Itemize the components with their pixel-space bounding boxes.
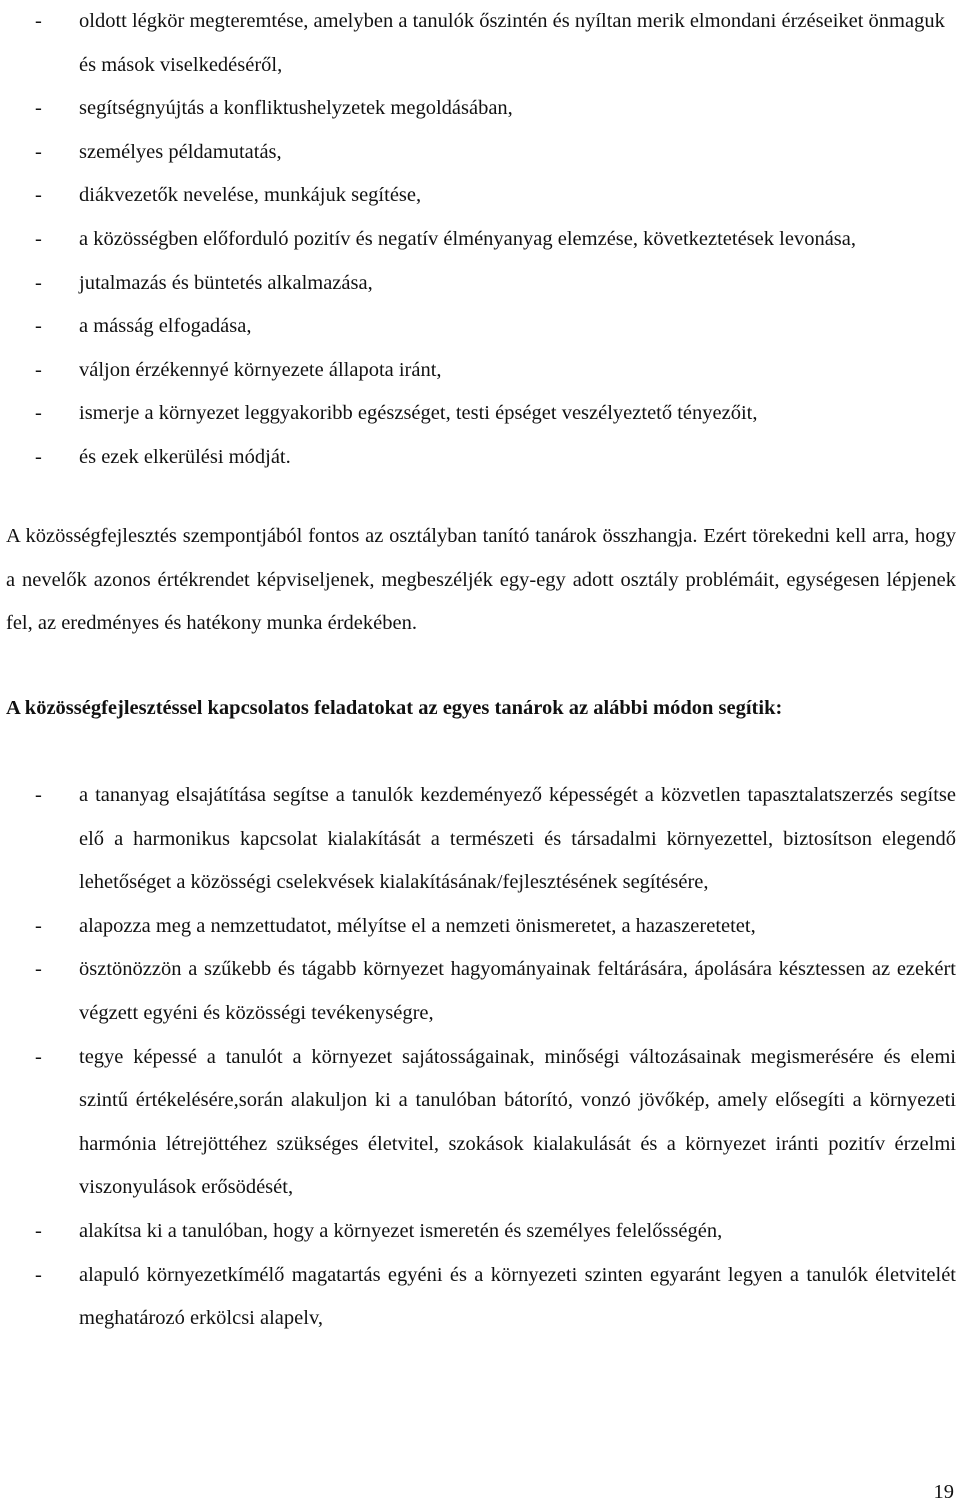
page-number: 19 bbox=[933, 1481, 954, 1503]
list-item-text: személyes példamutatás, bbox=[79, 140, 282, 163]
top-bullet-list bbox=[6, 0, 956, 480]
list-dash: - bbox=[35, 1045, 42, 1068]
list-item bbox=[6, 1254, 956, 1341]
list-item-text: a tananyag elsajátítása segítse a tanulók kezdeményező képességét a közvetlen tapasztalatszerzés segítse elő a harmonikus kapcsolat kialakítását a természeti és társadalmi környezettel, biztosítson elegendő lehetőséget a közösségi cselekvések kialakításának/fejlesztésének segítésére, bbox=[79, 784, 956, 894]
list-item bbox=[6, 349, 956, 393]
list-item bbox=[6, 87, 956, 131]
list-item bbox=[6, 905, 956, 949]
list-item-text: a másság elfogadása, bbox=[79, 315, 252, 338]
list-dash: - bbox=[35, 358, 42, 381]
list-item-text: ösztönözzön a szűkebb és tágabb környezet hagyományainak feltárására, ápolására késztessen az ezekért végzett egyéni és közösségi tevékenységre, bbox=[79, 958, 956, 1024]
list-item bbox=[6, 218, 956, 262]
body-paragraph: A közösségfejlesztés szempontjából fontos az osztályban tanító tanárok összhangja. Ezért törekedni kell arra, hogy a nevelők azonos értékrendet képviseljenek, megbeszéljék egy-egy adott osztály problémáit, egységesen lépjenek fel, az eredményes és hatékony munka érdekében. bbox=[6, 525, 956, 635]
list-dash: - bbox=[35, 10, 42, 32]
bottom-bullet-list bbox=[6, 774, 956, 1341]
list-item-text: jutalmazás és büntetés alkalmazása, bbox=[79, 271, 373, 294]
list-item-text: alakítsa ki a tanulóban, hogy a környezet ismeretén és személyes felelősségén, bbox=[79, 1219, 723, 1242]
list-item-text: váljon érzékennyé környezete állapota iránt, bbox=[79, 358, 442, 381]
list-dash: - bbox=[35, 784, 42, 806]
list-item-text: diákvezetők nevelése, munkájuk segítése, bbox=[79, 184, 422, 207]
list-item-text: segítségnyújtás a konfliktushelyzetek megoldásában, bbox=[79, 97, 513, 120]
list-dash: - bbox=[35, 1263, 42, 1286]
list-item bbox=[6, 774, 956, 905]
list-dash: - bbox=[35, 1219, 42, 1242]
list-dash: - bbox=[35, 445, 42, 468]
list-item bbox=[6, 392, 956, 436]
list-item-text: alapozza meg a nemzettudatot, mélyítse el a nemzeti önismeretet, a hazaszeretetet, bbox=[79, 914, 756, 937]
list-dash: - bbox=[35, 184, 42, 207]
list-dash: - bbox=[35, 914, 42, 937]
list-dash: - bbox=[35, 958, 42, 981]
list-dash: - bbox=[35, 402, 42, 425]
list-item-text: tegye képessé a tanulót a környezet sajátosságainak, minőségi változásainak megismerésére és elemi szintű értékelésére,során alakuljon ki a tanulóban bátorító, vonzó jövőkép, amely elősegíti a környezeti harmónia létrejöttéhez szükséges életvitel, szokások kialakulását és a környezet iránti pozitív érzelmi viszonyulások erősödését, bbox=[79, 1045, 956, 1199]
list-item-text: és ezek elkerülési módját. bbox=[79, 445, 291, 468]
list-item bbox=[6, 0, 956, 87]
list-item-text: a közösségben előforduló pozitív és negatív élményanyag elemzése, következtetések levonása, bbox=[79, 227, 856, 250]
list-item bbox=[6, 1036, 956, 1210]
list-dash: - bbox=[35, 97, 42, 120]
list-item-text: alapuló környezetkímélő magatartás egyéni és a környezeti szinten egyaránt legyen a tanulók életvitelét meghatározó erkölcsi alapelv, bbox=[79, 1263, 956, 1330]
list-item bbox=[6, 948, 956, 1035]
list-item bbox=[6, 262, 956, 306]
list-dash: - bbox=[35, 315, 42, 338]
list-item bbox=[6, 436, 956, 480]
list-dash: - bbox=[35, 227, 42, 250]
section-heading: A közösségfejlesztéssel kapcsolatos feladatokat az egyes tanárok az alábbi módon segítik: bbox=[6, 697, 783, 719]
list-dash: - bbox=[35, 271, 42, 294]
list-item-text: ismerje a környezet leggyakoribb egészséget, testi épséget veszélyeztető tényezőit, bbox=[79, 402, 758, 425]
list-item bbox=[6, 1210, 956, 1254]
list-dash: - bbox=[35, 140, 42, 163]
list-item bbox=[6, 305, 956, 349]
list-item bbox=[6, 131, 956, 175]
list-item-text: oldott légkör megteremtése, amelyben a tanulók őszintén és nyíltan merik elmondani érzéseiket önmaguk és mások viselkedéséről, bbox=[79, 10, 945, 76]
list-item bbox=[6, 174, 956, 218]
